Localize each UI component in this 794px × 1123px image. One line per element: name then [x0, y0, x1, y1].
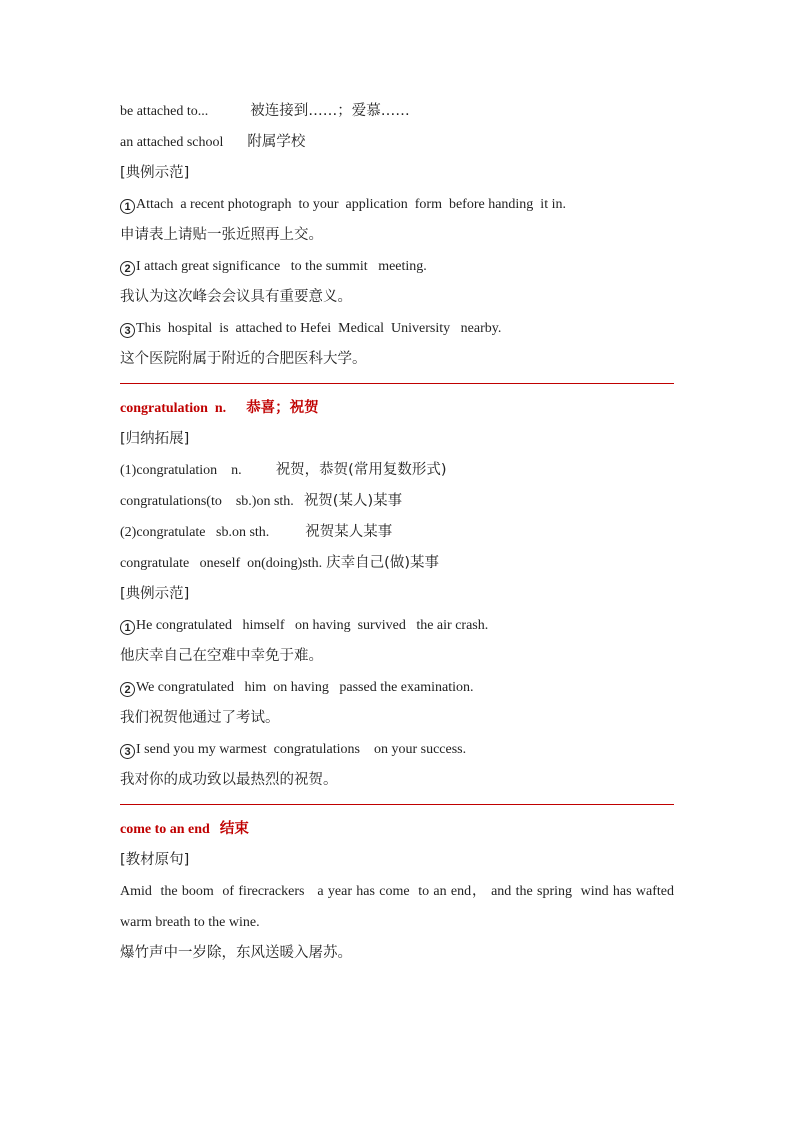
phrase-zh: 被连接到……；爱慕…… — [250, 103, 410, 119]
document-page — [120, 96, 678, 969]
example-en: This hospital is attached to Hefei Medical University nearby. — [136, 321, 502, 336]
example-zh: 这个医院附属于附近的合肥医科大学。 — [120, 351, 367, 367]
summary-en: congratulate oneself on(doing)sth. — [120, 556, 323, 571]
circled-number: 3 — [120, 323, 135, 338]
example-en-line — [120, 610, 674, 641]
phrase-row — [120, 96, 674, 127]
summary-en: (1)congratulation n. — [120, 463, 242, 478]
section-divider — [120, 804, 674, 805]
summary-row — [120, 548, 674, 579]
circled-number: 2 — [120, 261, 135, 276]
example-en-line — [120, 251, 674, 282]
examples-tag: [典例示范] — [120, 165, 190, 181]
summary-zh: 祝贺某人某事 — [305, 524, 393, 540]
example-zh-line — [120, 703, 674, 734]
entry-heading — [120, 814, 674, 845]
summary-en: (2)congratulate sb.on sth. — [120, 525, 270, 540]
example-zh-line — [120, 282, 674, 313]
section-divider — [120, 383, 674, 384]
circled-number: 2 — [120, 682, 135, 697]
phrase-row — [120, 127, 674, 158]
example-zh-line — [120, 765, 674, 796]
summary-zh: 庆幸自己(做)某事 — [326, 555, 439, 571]
phrase-en: be attached to... — [120, 104, 209, 119]
heading-en: come to an end — [120, 822, 210, 837]
example-en-line — [120, 313, 674, 344]
source-sentence-zh: 爆竹声中一岁除，东风送暖入屠苏。 — [120, 945, 352, 961]
summary-zh: 祝贺，恭贺(常用复数形式) — [275, 462, 447, 478]
source-tag: [教材原句] — [120, 852, 190, 868]
circled-number: 1 — [120, 199, 135, 214]
summary-row — [120, 517, 674, 548]
phrase-en: an attached school — [120, 135, 224, 150]
phrase-zh: 附属学校 — [247, 134, 306, 150]
example-en: He congratulated himself on having survived the air crash. — [136, 618, 489, 633]
example-en: I attach great significance to the summit meeting. — [136, 259, 427, 274]
example-zh-line — [120, 641, 674, 672]
circled-number: 3 — [120, 744, 135, 759]
example-en: Attach a recent photograph to your application form before handing it in. — [136, 197, 566, 212]
examples-tag: [典例示范] — [120, 586, 190, 602]
example-zh: 我对你的成功致以最热烈的祝贺。 — [120, 772, 338, 788]
heading-zh: 结束 — [219, 821, 249, 837]
summary-row — [120, 455, 674, 486]
example-zh: 申请表上请贴一张近照再上交。 — [120, 227, 323, 243]
example-zh: 我们祝贺他通过了考试。 — [120, 710, 280, 726]
example-en: We congratulated him on having passed the examination. — [136, 680, 474, 695]
example-zh: 我认为这次峰会会议具有重要意义。 — [120, 289, 352, 305]
example-en-line — [120, 672, 674, 703]
summary-zh: 祝贺(某人)某事 — [303, 493, 403, 509]
source-sentence-zh-line — [120, 938, 674, 969]
example-en: I send you my warmest congratulations on your success. — [136, 742, 467, 757]
example-zh: 他庆幸自己在空难中幸免于难。 — [120, 648, 323, 664]
circled-number: 1 — [120, 620, 135, 635]
summary-tag: [归纳拓展] — [120, 431, 190, 447]
summary-row — [120, 486, 674, 517]
heading-zh: 恭喜；祝贺 — [246, 400, 319, 416]
example-zh-line — [120, 344, 674, 375]
entry-heading — [120, 393, 674, 424]
summary-en: congratulations(to sb.)on sth. — [120, 494, 294, 509]
example-en-line — [120, 189, 674, 220]
heading-en: congratulation n. — [120, 401, 227, 416]
source-sentence-en: Amid the boom of firecrackers a year has come to an end， and the spring wind has wafted warm breath to the wine. — [120, 884, 678, 930]
example-en-line — [120, 734, 674, 765]
example-zh-line — [120, 220, 674, 251]
